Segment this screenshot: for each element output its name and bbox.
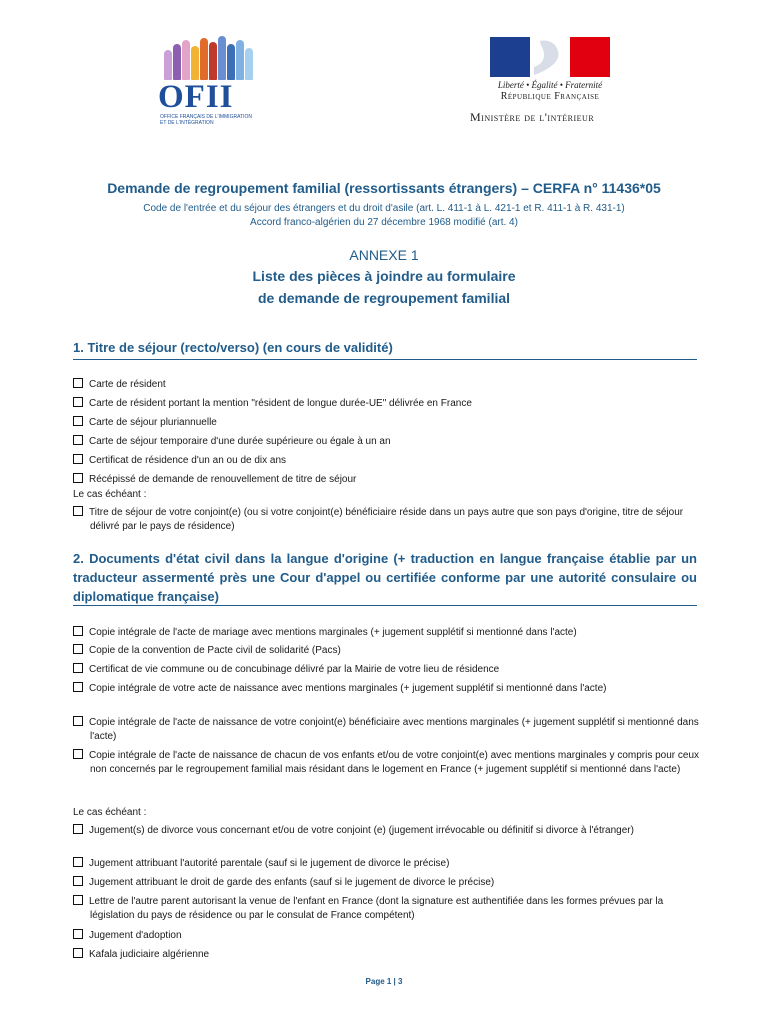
cas-echeant-label: Le cas échéant : xyxy=(73,807,147,818)
ofii-subtitle-1: OFFICE FRANÇAIS DE L'IMMIGRATION xyxy=(160,114,252,120)
checklist-item[interactable]: Certificat de vie commune ou de concubinage délivré par la Mairie de votre lieu de résidence xyxy=(73,663,700,677)
checkbox-icon[interactable] xyxy=(73,416,83,426)
checkbox-icon[interactable] xyxy=(73,435,83,445)
checklist-item[interactable]: Jugement attribuant le droit de garde des enfants (sauf si le jugement de divorce le précise) xyxy=(73,876,700,890)
annexe-title-line-1: Liste des pièces à joindre au formulaire xyxy=(252,268,516,284)
ofii-wordmark: OFII xyxy=(158,79,234,115)
annexe-title-line-2: de demande de regroupement familial xyxy=(257,290,511,306)
checklist-item[interactable]: Jugement(s) de divorce vous concernant et/ou de votre conjoint (e) (jugement irrévocable ou définitif si divorce à l'étranger) xyxy=(73,824,700,838)
person-figure-icon xyxy=(227,44,235,80)
marianne-profile-icon xyxy=(530,37,570,77)
checkbox-icon[interactable] xyxy=(73,929,83,939)
checkbox-icon[interactable] xyxy=(73,948,83,958)
checklist-item[interactable]: Lettre de l'autre parent autorisant la venue de l'enfant en France (dont la signature est authentifiée dans les formes prévues par la législation du pays de résidence ou par le consulat de France compétent) xyxy=(73,895,700,923)
checkbox-icon[interactable] xyxy=(73,824,83,834)
cas-echeant-label: Le cas échéant : xyxy=(73,489,147,500)
checklist-item[interactable]: Jugement attribuant l'autorité parentale (sauf si le jugement de divorce le précise) xyxy=(73,857,700,871)
tricolor-flag-icon xyxy=(490,37,610,77)
ofii-logo xyxy=(158,36,268,126)
checkbox-icon[interactable] xyxy=(73,397,83,407)
checklist-item[interactable]: Jugement d'adoption xyxy=(73,929,700,943)
checkbox-icon[interactable] xyxy=(73,378,83,388)
checkbox-icon[interactable] xyxy=(73,454,83,464)
checklist-item[interactable]: Titre de séjour de votre conjoint(e) (ou si votre conjoint(e) bénéficiaire réside dans un pays autre que son pays d'origine, titre de séjour délivré par le pays de résidence) xyxy=(73,506,700,534)
checkbox-icon[interactable] xyxy=(73,876,83,886)
accord-reference: Accord franco-algérien du 27 décembre 1968 modifié (art. 4) xyxy=(250,217,518,228)
checklist-item[interactable]: Récépissé de demande de renouvellement de titre de séjour xyxy=(73,473,683,487)
person-figure-icon xyxy=(182,40,190,80)
checklist-item[interactable]: Carte de séjour temporaire d'une durée supérieure ou égale à un an xyxy=(73,435,683,449)
person-figure-icon xyxy=(218,36,226,80)
document-title: Demande de regroupement familial (ressortissants étrangers) – CERFA n° 11436*05 xyxy=(107,180,661,196)
checklist-item[interactable]: Copie intégrale de l'acte de naissance de chacun de vos enfants et/ou de votre conjoint(e) avec mentions marginales y compris pour ceux non concernés par le regroupement familial mais résidant dans le logement en France (+ jugement supplétif si mentionné dans l'acte) xyxy=(73,749,700,777)
ministry-name: Ministère de l'intérieur xyxy=(470,110,595,124)
checkbox-icon[interactable] xyxy=(73,895,83,905)
checklist-item[interactable]: Carte de résident xyxy=(73,378,683,392)
section-2-heading: 2. Documents d'état civil dans la langue d'origine (+ traduction en langue française établie par un traducteur assermenté près une Cour d'appel ou certifiée conforme par une autorité consulaire ou diplomatique française) xyxy=(73,551,697,604)
person-figure-icon xyxy=(200,38,208,80)
page-number: Page 1 | 3 xyxy=(365,977,403,986)
person-figure-icon xyxy=(191,46,199,80)
checkbox-icon[interactable] xyxy=(73,644,83,654)
checkbox-icon[interactable] xyxy=(73,473,83,483)
checklist-item[interactable]: Certificat de résidence d'un an ou de dix ans xyxy=(73,454,683,468)
checkbox-icon[interactable] xyxy=(73,626,83,636)
checklist-item[interactable]: Copie de la convention de Pacte civil de solidarité (Pacs) xyxy=(73,644,700,658)
checkbox-icon[interactable] xyxy=(73,663,83,673)
checklist-item[interactable]: Copie intégrale de l'acte de mariage avec mentions marginales (+ jugement supplétif si mentionné dans l'acte) xyxy=(73,626,700,640)
person-figure-icon xyxy=(236,40,244,80)
republic-motto: Liberté • Égalité • Fraternité xyxy=(497,80,603,90)
marianne-logo xyxy=(490,37,614,102)
checklist-item[interactable]: Copie intégrale de l'acte de naissance de votre conjoint(e) bénéficiaire avec mentions marginales (+ jugement supplétif si mentionné dans l'acte) xyxy=(73,716,700,744)
ofii-subtitle-2: ET DE L'INTÉGRATION xyxy=(160,120,214,126)
checkbox-icon[interactable] xyxy=(73,682,83,692)
section-1-heading: 1. Titre de séjour (recto/verso) (en cours de validité) xyxy=(73,340,393,355)
checklist-item[interactable]: Kafala judiciaire algérienne xyxy=(73,948,700,962)
annexe-label: ANNEXE 1 xyxy=(349,247,419,263)
person-figure-icon xyxy=(164,50,172,80)
checkbox-icon[interactable] xyxy=(73,857,83,867)
checkbox-icon[interactable] xyxy=(73,749,83,759)
person-figure-icon xyxy=(245,48,253,80)
checklist-item[interactable]: Carte de résident portant la mention "résident de longue durée-UE" délivrée en France xyxy=(73,397,683,411)
republic-name: République Française xyxy=(500,91,600,102)
code-reference: Code de l'entrée et du séjour des étrangers et du droit d'asile (art. L. 411-1 à L. 421-1 et R. 411-1 à R. 431-1) xyxy=(143,203,625,214)
checklist-item[interactable]: Copie intégrale de votre acte de naissance avec mentions marginales (+ jugement supplétif si mentionné dans l'acte) xyxy=(73,682,700,696)
person-figure-icon xyxy=(173,44,181,80)
checklist-item[interactable]: Carte de séjour pluriannuelle xyxy=(73,416,683,430)
person-figure-icon xyxy=(209,42,217,80)
ofii-people-graphic xyxy=(158,36,268,80)
checkbox-icon[interactable] xyxy=(73,506,83,516)
section-1-divider xyxy=(73,359,697,360)
checkbox-icon[interactable] xyxy=(73,716,83,726)
section-2-divider xyxy=(73,605,697,606)
